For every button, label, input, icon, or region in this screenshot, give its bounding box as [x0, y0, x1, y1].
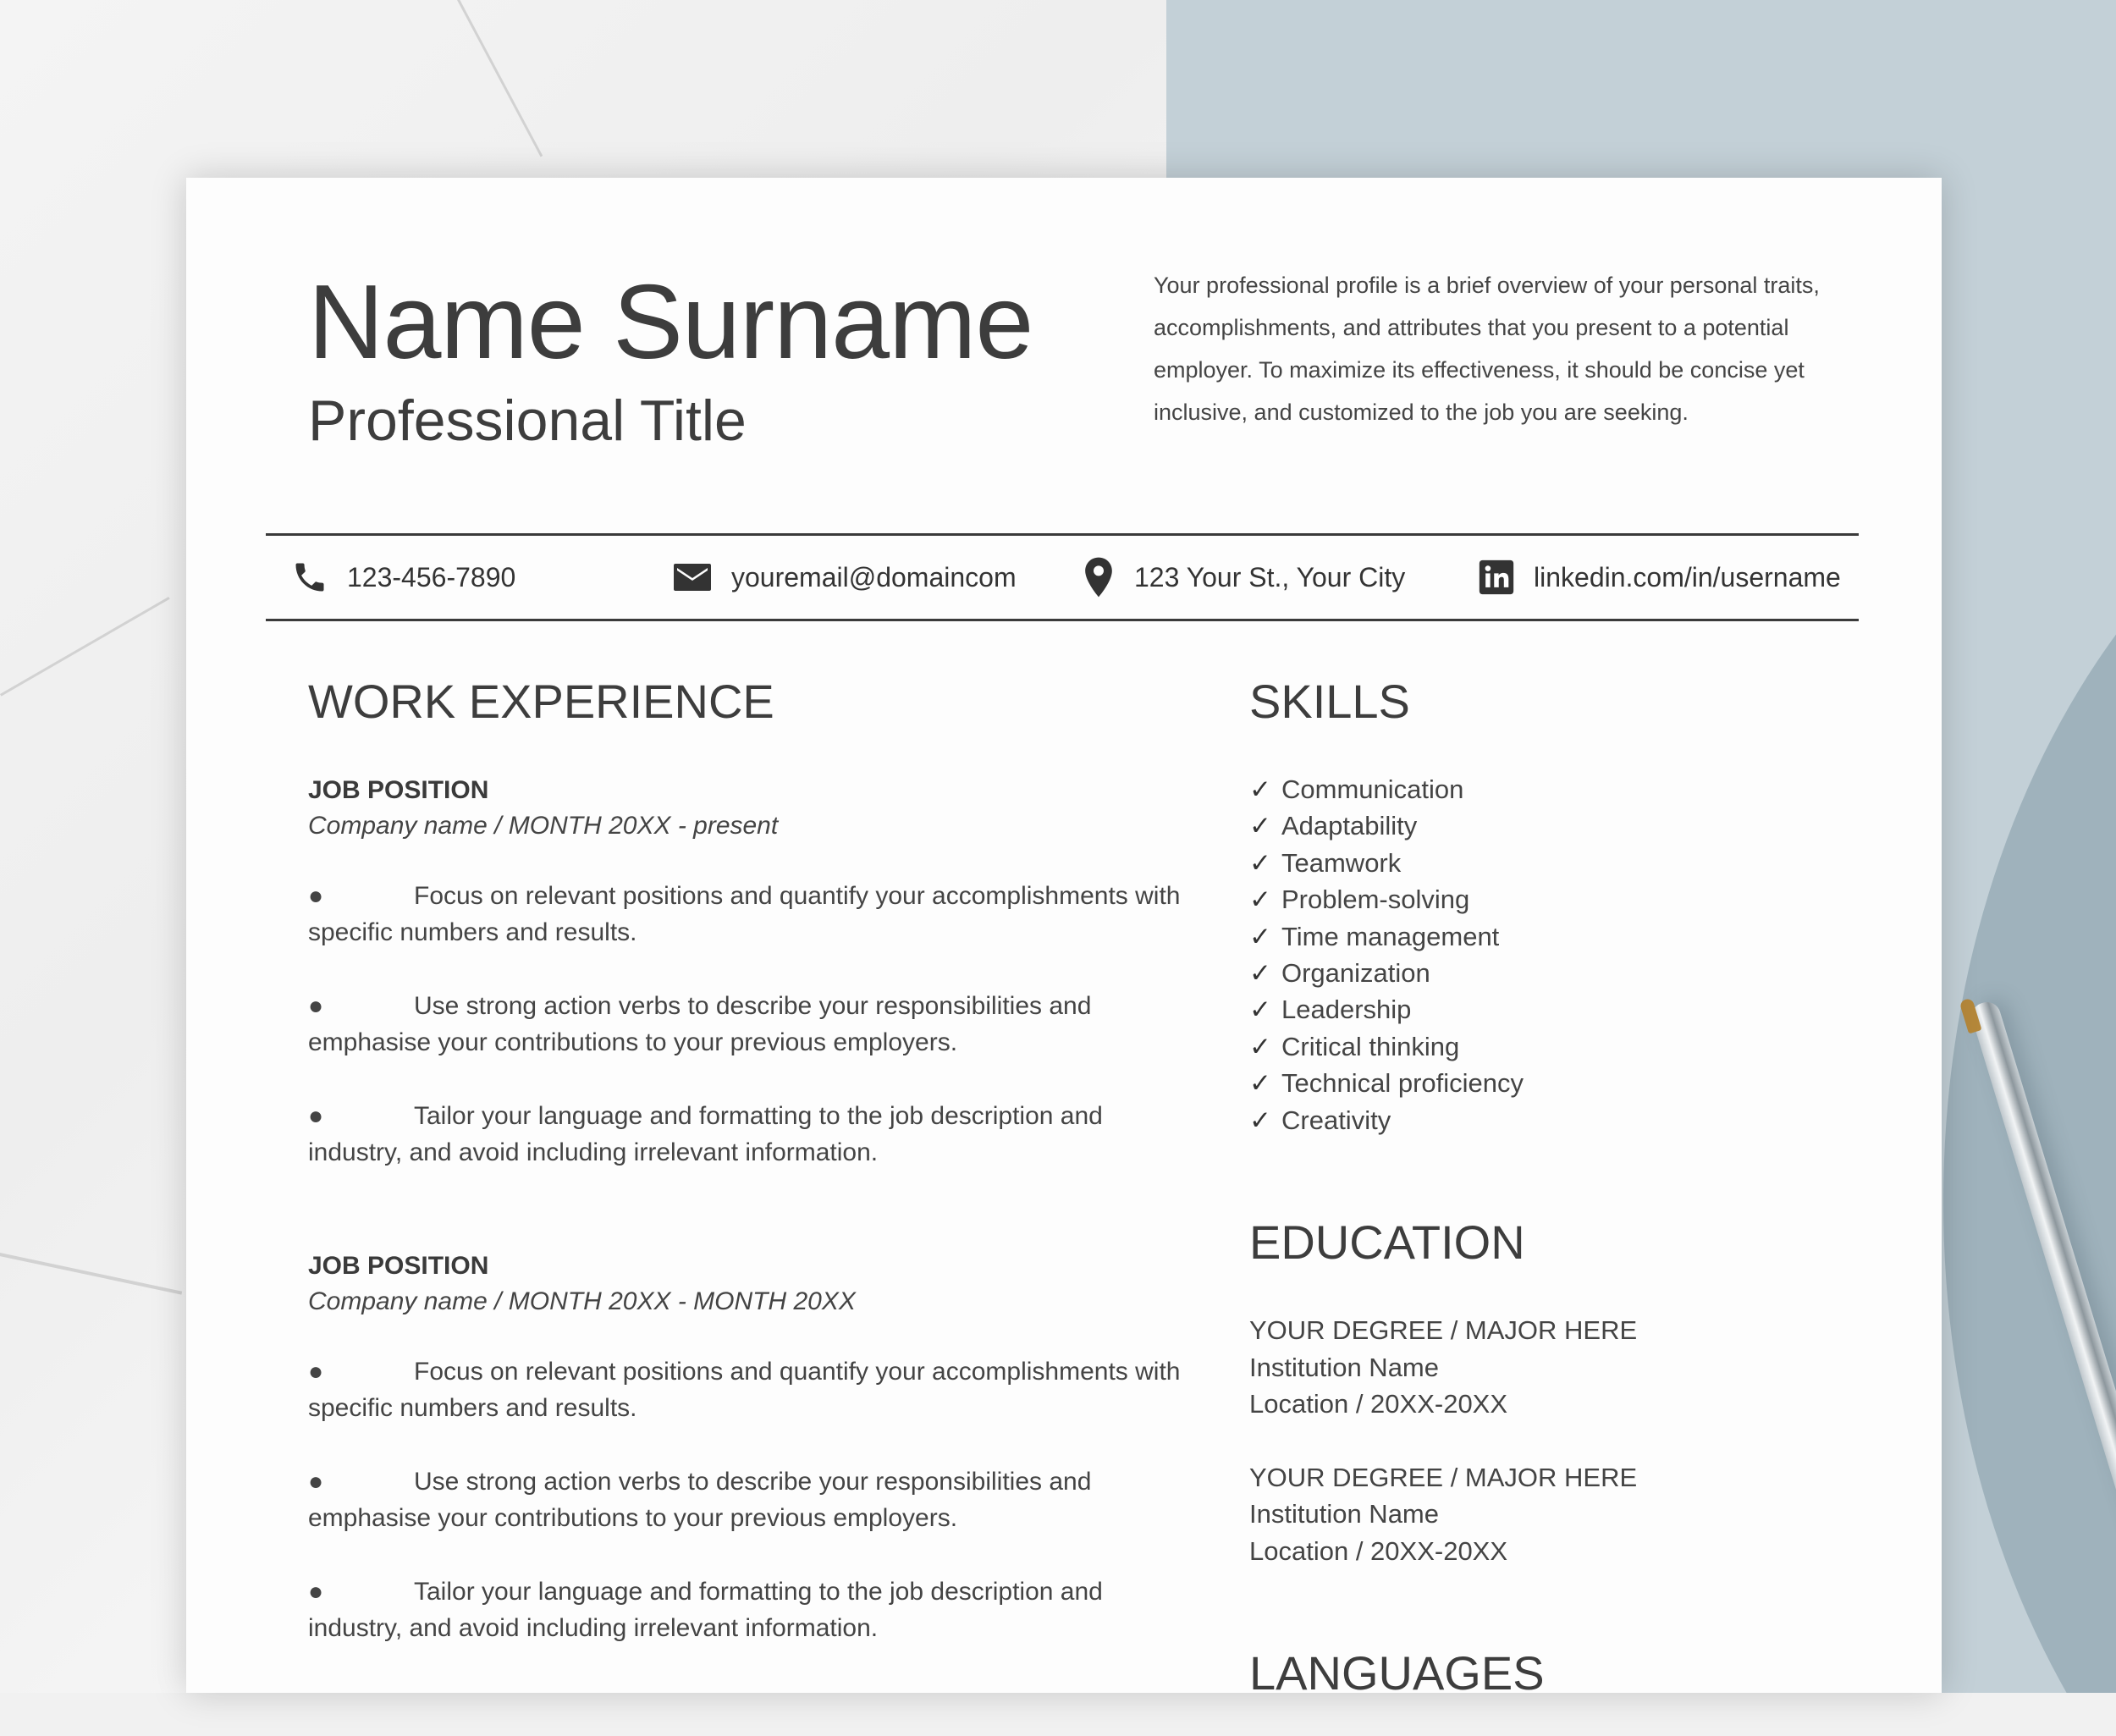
profile-summary: Your professional profile is a brief overview of your personal traits, accomplishments, and attributes that you present to a potential employer. To maximize its effectiveness, it should be concise yet inclusive, and customized to the job you are seeking.: [1154, 273, 1820, 425]
work-experience-section: [308, 674, 1188, 1646]
job-bullet: [308, 1573, 1188, 1646]
skill-label: Organization: [1281, 958, 1430, 989]
contact-email: [672, 536, 1017, 619]
skill-item: [1249, 955, 1859, 991]
location-pin-icon: [1082, 556, 1116, 598]
bullet-text: Focus on relevant positions and quantify your accomplishments with specific numbers and results.: [308, 1358, 1181, 1422]
marble-vein: [0, 597, 170, 697]
check-icon: ✓: [1249, 811, 1271, 841]
skill-item: [1249, 845, 1859, 881]
skill-item: [1249, 1065, 1859, 1101]
skill-item: [1249, 771, 1859, 807]
bullet-text: Tailor your language and formatting to the job description and industry, and avoid including irrelevant information.: [308, 1102, 1103, 1166]
skill-item: [1249, 807, 1859, 844]
bullet-dot: ●: [308, 1102, 324, 1130]
skills-heading: SKILLS: [1249, 675, 1410, 728]
skill-item: [1249, 918, 1859, 955]
skill-item: [1249, 1028, 1859, 1065]
job-position: JOB POSITION: [308, 1252, 489, 1280]
bullet-text: Focus on relevant positions and quantify your accomplishments with specific numbers and results.: [308, 882, 1181, 946]
languages-heading: LANGUAGES: [1249, 1646, 1545, 1700]
bullet-dot: ●: [308, 882, 324, 910]
sidebar-column: [1249, 674, 1859, 1700]
email-address: youremail@domaincom: [731, 561, 1017, 592]
skill-item: [1249, 1102, 1859, 1138]
street-address: 123 Your St., Your City: [1134, 561, 1406, 592]
work-experience-heading: WORK EXPERIENCE: [308, 675, 774, 728]
marble-vein: [457, 0, 543, 157]
job-entry: [308, 776, 1188, 1171]
skill-label: Critical thinking: [1281, 1031, 1460, 1061]
professional-title: Professional Title: [308, 389, 747, 453]
bullet-text: Use strong action verbs to describe your responsibilities and emphasise your contributions to your previous employers.: [308, 992, 1092, 1056]
education-entry: [1249, 1312, 1859, 1423]
blue-arc-shape: [1943, 398, 2116, 1693]
contact-phone: [291, 536, 515, 619]
skill-label: Creativity: [1281, 1105, 1391, 1135]
bullet-text: Tailor your language and formatting to the job description and industry, and avoid including irrelevant information.: [308, 1578, 1103, 1642]
skill-item: [1249, 881, 1859, 918]
job-bullet: [308, 1463, 1188, 1536]
check-icon: ✓: [1249, 847, 1271, 878]
bullet-dot: ●: [308, 992, 324, 1020]
degree: YOUR DEGREE / MAJOR HERE: [1249, 1315, 1638, 1346]
marble-vein: [0, 1253, 182, 1295]
bullet-dot: ●: [308, 1358, 324, 1386]
job-bullet: [308, 988, 1188, 1061]
contact-address: [1082, 536, 1405, 619]
resume-name: Name Surname: [308, 264, 1033, 381]
contact-linkedin: [1478, 536, 1841, 619]
job-company-dates: Company name / MONTH 20XX - present: [308, 812, 779, 840]
institution: Institution Name: [1249, 1499, 1439, 1529]
mail-icon: [672, 560, 713, 594]
skill-label: Teamwork: [1281, 847, 1402, 878]
contact-bar: [266, 533, 1859, 621]
job-position: JOB POSITION: [308, 776, 489, 804]
job-bullet: [308, 1353, 1188, 1426]
job-bullet: [308, 1098, 1188, 1171]
resume-page: [186, 178, 1942, 1700]
skill-label: Adaptability: [1281, 811, 1418, 841]
check-icon: ✓: [1249, 995, 1271, 1025]
bullet-dot: ●: [308, 1578, 324, 1606]
phone-number: 123-456-7890: [347, 561, 516, 592]
skill-label: Communication: [1281, 774, 1464, 804]
bullet-text: Use strong action verbs to describe your responsibilities and emphasise your contributions to your previous employers.: [308, 1468, 1092, 1532]
skill-item: [1249, 991, 1859, 1028]
phone-icon: [291, 559, 328, 596]
degree: YOUR DEGREE / MAJOR HERE: [1249, 1462, 1638, 1492]
bullet-dot: ●: [308, 1468, 324, 1496]
linkedin-icon: [1478, 559, 1515, 596]
education-entry: [1249, 1459, 1859, 1570]
skills-list: [1249, 771, 1859, 1138]
check-icon: ✓: [1249, 1031, 1271, 1061]
location-dates: Location / 20XX-20XX: [1249, 1389, 1508, 1419]
linkedin-url: linkedin.com/in/username: [1534, 561, 1841, 592]
skill-label: Problem-solving: [1281, 885, 1470, 915]
check-icon: ✓: [1249, 1105, 1271, 1135]
skill-label: Technical proficiency: [1281, 1068, 1524, 1099]
check-icon: ✓: [1249, 885, 1271, 915]
location-dates: Location / 20XX-20XX: [1249, 1535, 1508, 1566]
check-icon: ✓: [1249, 1068, 1271, 1099]
job-company-dates: Company name / MONTH 20XX - MONTH 20XX: [308, 1287, 856, 1315]
check-icon: ✓: [1249, 774, 1271, 804]
check-icon: ✓: [1249, 921, 1271, 951]
job-entry: [308, 1252, 1188, 1646]
skill-label: Leadership: [1281, 995, 1412, 1025]
education-heading: EDUCATION: [1249, 1215, 1525, 1270]
job-bullet: [308, 878, 1188, 951]
skill-label: Time management: [1281, 921, 1500, 951]
institution: Institution Name: [1249, 1352, 1439, 1382]
check-icon: ✓: [1249, 958, 1271, 989]
